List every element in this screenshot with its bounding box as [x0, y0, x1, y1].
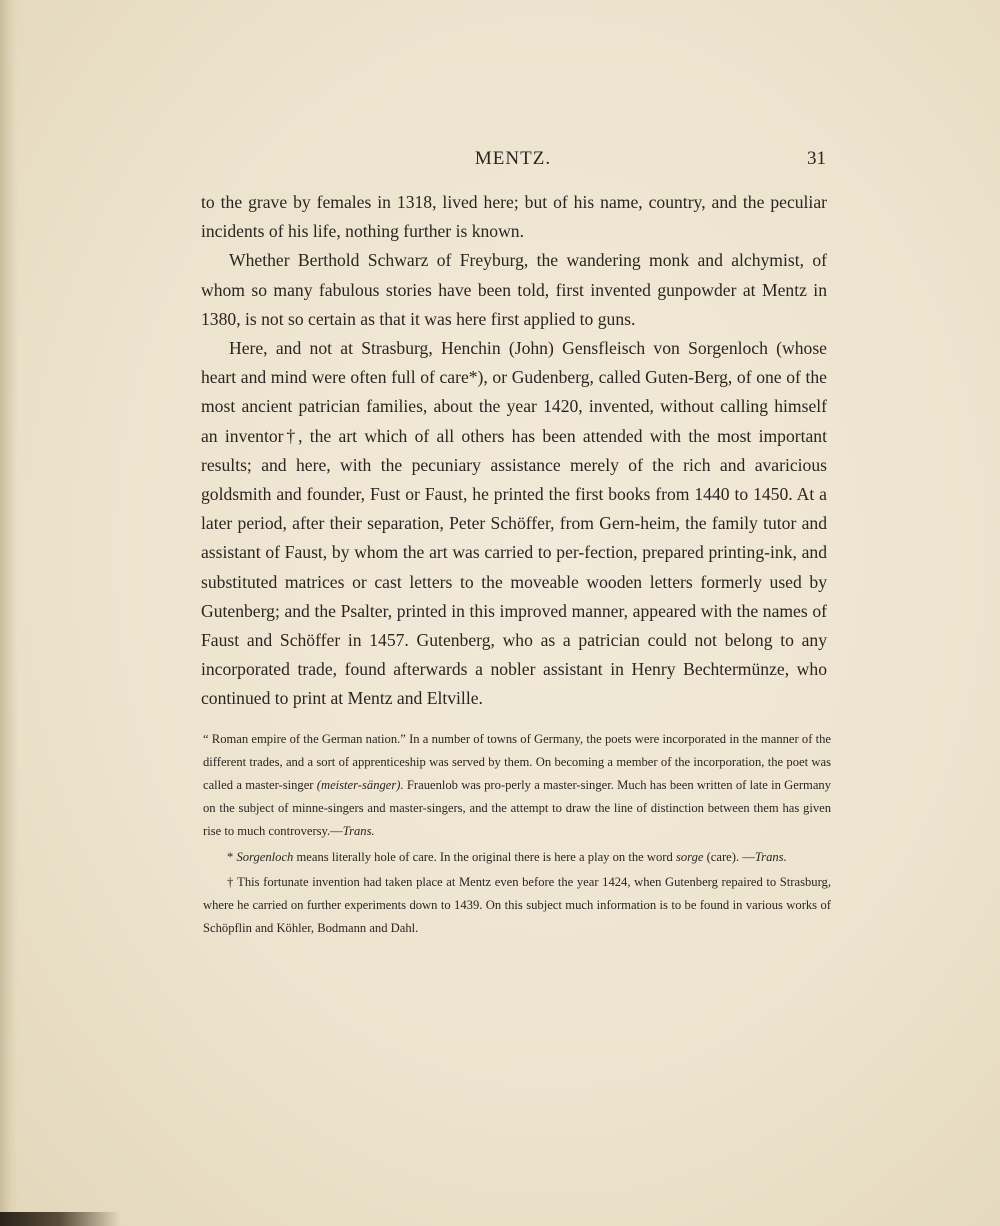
- footnote-asterisk-text-b: (care). —: [703, 849, 755, 864]
- gutter-shadow: [0, 0, 18, 1226]
- footnote-continued-text-b: Frauenlob was pro-perly a master-singer. Much has been written of late in Germany on the subject of minne-singers and master-singers, and the attempt to draw the line of distinction between them has given rise to much controversy.—: [203, 777, 832, 838]
- footnote-term-sorgenloch: Sorgenloch: [236, 849, 294, 864]
- footnote-continued-text-a: “ Roman empire of the German nation.” In a number of towns of Germany, the poets were incorporated in the manner of the different trades, and a sort of apprenticeship was served by them. On becoming a member of the incorporation, the poet was called a master-singer: [203, 732, 831, 792]
- footnote-asterisk: [203, 846, 831, 869]
- paragraph-3-part-c: Gutenberg, who as a patrician could not belong to any incorporated trade, found afterwards a nobler assistant in Henry Bechtermünze, who continued to print at Mentz and Eltville.: [201, 630, 827, 709]
- footnotes: [203, 728, 831, 943]
- paragraph-1: to the grave by females in 1318, lived here; but of his name, country, and the peculiar incidents of his life, nothing further is known.: [201, 192, 827, 242]
- footnote-trans-attribution: Trans.: [754, 849, 787, 864]
- paragraph-3-part-b: At a later period, after their separation, Peter Schöffer, from Gern-heim, the family tutor and assistant of Faust, by whom the art was carried to per-fection, prepared printing-ink, and substituted matrices or cast letters to the moveable wooden letters formerly used by Gutenberg; and the Psalter, printed in this improved manner, appeared with the names of Faust and Schöffer in 1457.: [201, 484, 827, 651]
- footnote-continued: [203, 728, 831, 843]
- main-text: [201, 188, 827, 714]
- page-number: 31: [807, 148, 826, 169]
- paragraph-3-part-a: Here, and not at Strasburg, Henchin (John) Gensfleisch von Sorgenloch (whose heart and mind were often full of care*), or Gudenberg, called Guten-Berg, of one of the most ancient patrician families, about the year 1420, invented, without calling himself an inventor†, the art which of all others has been attended with the most important results; and here, with the pecuniary assistance merely of the rich and avaricious goldsmith and founder, Fust or Faust, he printed the first books from 1440 to 1450.: [201, 338, 827, 505]
- bottom-edge-shadow: [0, 1212, 120, 1226]
- footnote-asterisk-mark: *: [227, 849, 237, 864]
- footnote-asterisk-text-a: means literally hole of care. In the original there is here a play on the word: [293, 849, 676, 864]
- footnote-trans-attribution: Trans.: [342, 823, 375, 838]
- footnote-term-sorge: sorge: [675, 849, 704, 864]
- footnote-dagger: † This fortunate invention had taken place at Mentz even before the year 1424, when Gutenberg repaired to Strasburg, where he carried on further experiments down to 1439. On this subject much information is to be found in various works of Schöpflin and Köhler, Bodmann and Dahl.: [203, 875, 831, 936]
- running-header: [200, 148, 826, 172]
- footnote-term-meister-sanger: (meister-sänger).: [316, 777, 404, 792]
- paragraph-2: Whether Berthold Schwarz of Freyburg, the wandering monk and alchymist, of whom so many fabulous stories have been told, first invented gunpowder at Mentz in 1380, is not so certain as that it was here first applied to guns.: [201, 250, 827, 329]
- paragraph-3: [201, 334, 827, 714]
- running-title: MENTZ.: [474, 148, 552, 169]
